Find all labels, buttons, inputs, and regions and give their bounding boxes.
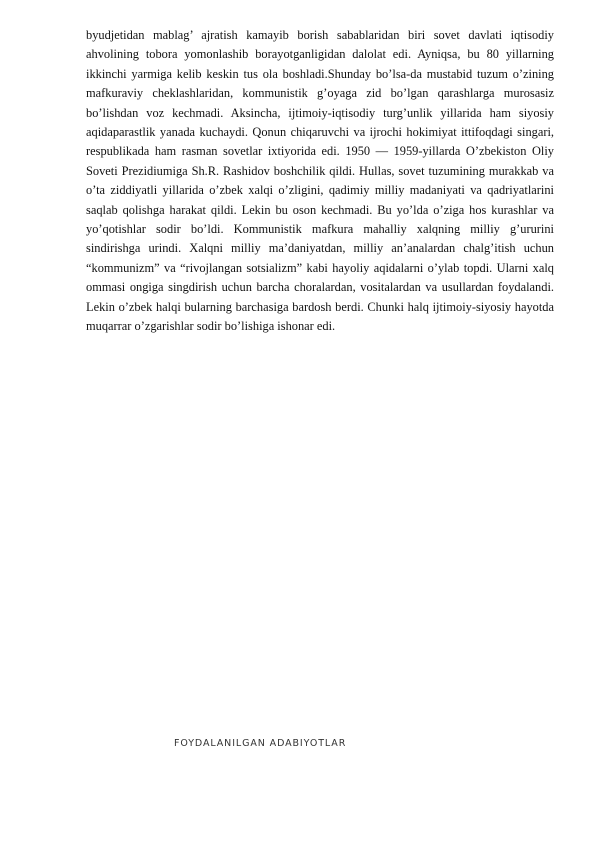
references-heading: FOYDALANILGAN ADABIYOTLAR [174, 738, 347, 749]
body-paragraph: byudjetidan mablag’ ajratish kamayib borish sabablaridan biri sovet davlati iqtisodiy ahvolining tobora yomonlashib borayotganligidan dalolat edi. Ayniqsa, bu 80 yillarning ikkinchi yarmiga kelib keskin tus ola boshladi.Shunday bo’lsa-da mustabid tuzum o’zining mafkuraviy cheklashlaridan, kommunistik g’oyaga zid bo’lgan qarashlarga murosasiz bo’lishdan voz kechmadi. Aksincha, ijtimoiy-iqtisodiy turg’unlik yillarida ham siyosiy aqidaparastlik yanada kuchaydi. Qonun chiqaruvchi va ijrochi hokimiyat ittifoqdagi singari, respublikada ham rasman sovetlar ixtiyorida edi. 1950 — 1959-yillarda O’zbekiston Oliy Soveti Prezidiumiga Sh.R. Rashidov boshchilik qildi. Hullas, sovet tuzumining murakkab va o’ta ziddiyatli yillarida o’zbek xalqi o’zligini, qadimiy milliy madaniyati va qadriyatlarini saqlab qolishga harakat qildi. Lekin bu oson kechmadi. Bu yo’lda o’ziga hos kurashlar va yo’qotishlar sodir bo’ldi. Kommunistik mafkura mahalliy xalqning milliy g’ururini sindirishga urindi. Xalqni milliy ma’daniyatdan, milliy an’analardan chalg’itish uchun “kommunizm” va “rivojlangan sotsializm” kabi hayoliy aqidalarni o’ylab topdi. Ularni xalq ommasi ongiga singdirish uchun barcha choralardan, vositalardan va usullardan foydalandi. Lekin o’zbek halqi bularning barchasiga bardosh berdi. Chunki halq ijtimoiy-siyosiy hayotda muqarrar o’zgarishlar sodir bo’lishiga ishonar edi. [86, 28, 554, 334]
